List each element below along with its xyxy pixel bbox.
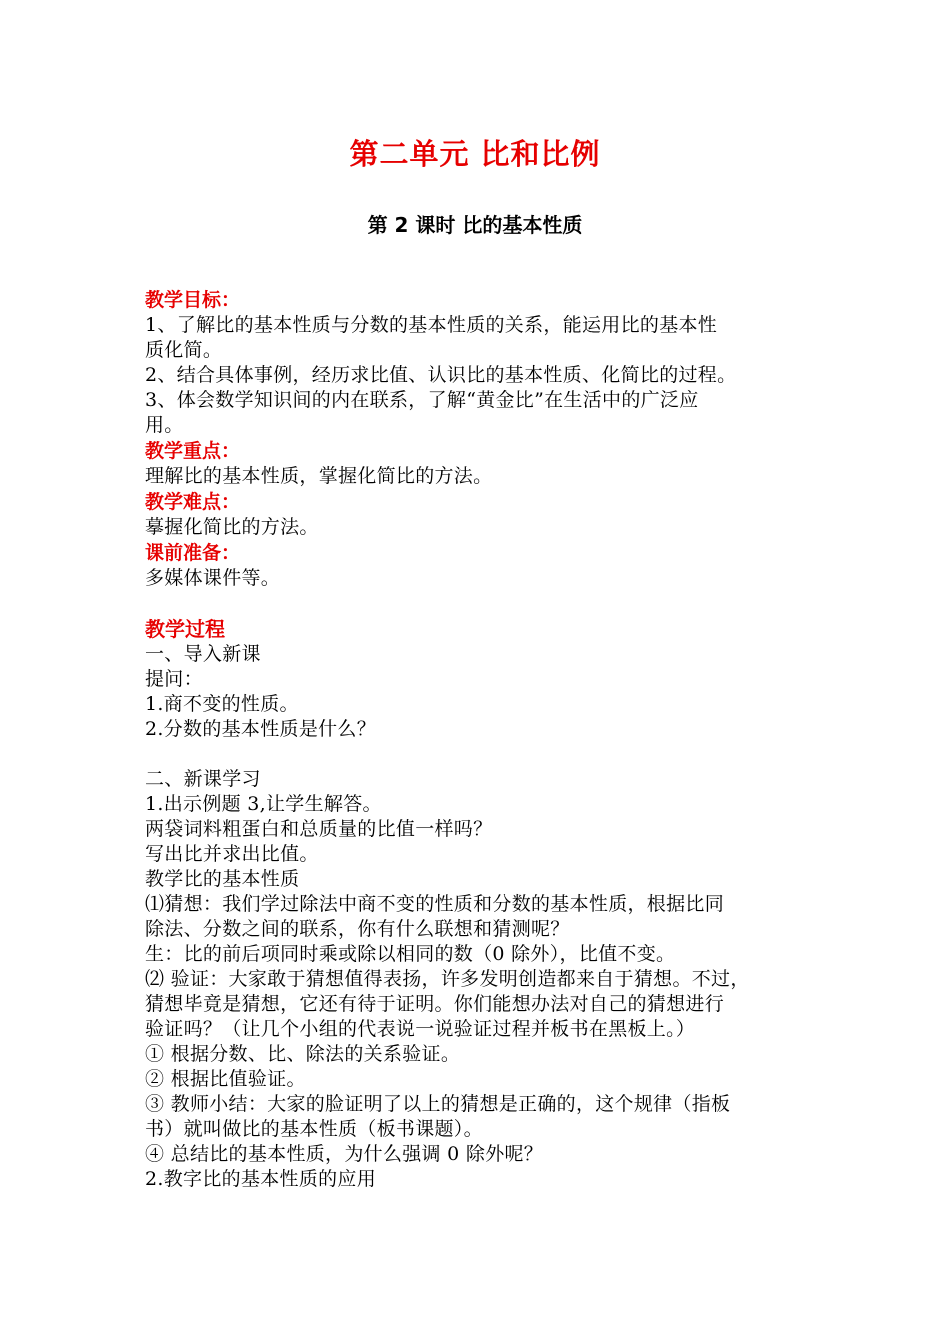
process-line: 1.出示例题 3,让学生解答。 [145, 793, 382, 815]
process-line: 教学比的基本性质 [145, 868, 300, 890]
document-body [145, 287, 825, 1192]
objectives-line: 质化简。 [145, 339, 223, 361]
process-line: 验证吗？（让几个小组的代表说一说验证过程并板书在黑板上。） [145, 1018, 696, 1040]
difficulties-heading: 教学难点： [145, 491, 241, 513]
process-line: ② 根据比值验证。 [145, 1068, 306, 1090]
process-line: ⑵ 验证：大家敢于猜想值得表扬，许多发明创造都来自于猜想。不过， [145, 968, 750, 990]
difficulties-section [145, 489, 825, 540]
process-line: 生：比的前后项同时乘或除以相同的数（0 除外），比值不变。 [145, 943, 676, 965]
process-line: 书）就叫做比的基本性质（板书课题）。 [145, 1118, 483, 1140]
process-line: 1.商不变的性质。 [145, 693, 299, 715]
objectives-line: 1、了解比的基本性质与分数的基本性质的关系，能运用比的基本性 [145, 314, 718, 336]
key-points-section [145, 438, 825, 489]
objectives-section [145, 287, 825, 438]
process-line: 2.教字比的基本性质的应用 [145, 1168, 377, 1190]
objectives-heading: 教学目标： [145, 289, 241, 311]
preparation-heading: 课前准备： [145, 542, 241, 564]
process-line: 写出比并求出比值。 [145, 843, 319, 865]
objectives-line: 3、体会数学知识间的内在联系，了解“黄金比”在生活中的广泛应 [145, 389, 699, 411]
process-line: ④ 总结比的基本性质，为什么强调 0 除外呢？ [145, 1143, 544, 1165]
process-line: 2.分数的基本性质是什么？ [145, 718, 377, 740]
process-line: 二、新课学习 [145, 768, 261, 790]
objectives-line: 用。 [145, 414, 184, 436]
process-line: ① 根据分数、比、除法的关系验证。 [145, 1043, 461, 1065]
lesson-subtitle: 第 2 课时 比的基本性质 [367, 213, 583, 237]
process-section [145, 616, 825, 1192]
process-line: 除法、分数之间的联系，你有什么联想和猜测呢？ [145, 918, 570, 940]
process-line: 猜想毕竟是猜想，它还有待于证明。你们能想办法对自己的猜想进行 [145, 993, 725, 1015]
process-line: ⑴猜想：我们学过除法中商不变的性质和分数的基本性质，根据比同 [145, 893, 725, 915]
process-line: 一、导入新课 [145, 643, 261, 665]
preparation-section [145, 540, 825, 591]
process-heading: 教学过程 [145, 617, 225, 641]
preparation-line: 多媒体课件等。 [145, 567, 281, 589]
key-points-heading: 教学重点： [145, 440, 241, 462]
key-points-line: 理解比的基本性质，掌握化简比的方法。 [145, 465, 493, 487]
process-line: ③ 教师小结：大家的脸证明了以上的猜想是正确的，这个规律（指板 [145, 1093, 731, 1115]
process-line: 提问： [145, 668, 203, 690]
difficulties-line: 摹握化简比的方法。 [145, 516, 319, 538]
objectives-line: 2、结合具体事例，经历求比值、认识比的基本性质、化简比的过程。 [145, 364, 737, 386]
unit-title: 第二单元 比和比例 [349, 137, 601, 171]
process-line: 两袋词料粗蛋白和总质量的比值一样吗？ [145, 818, 493, 840]
